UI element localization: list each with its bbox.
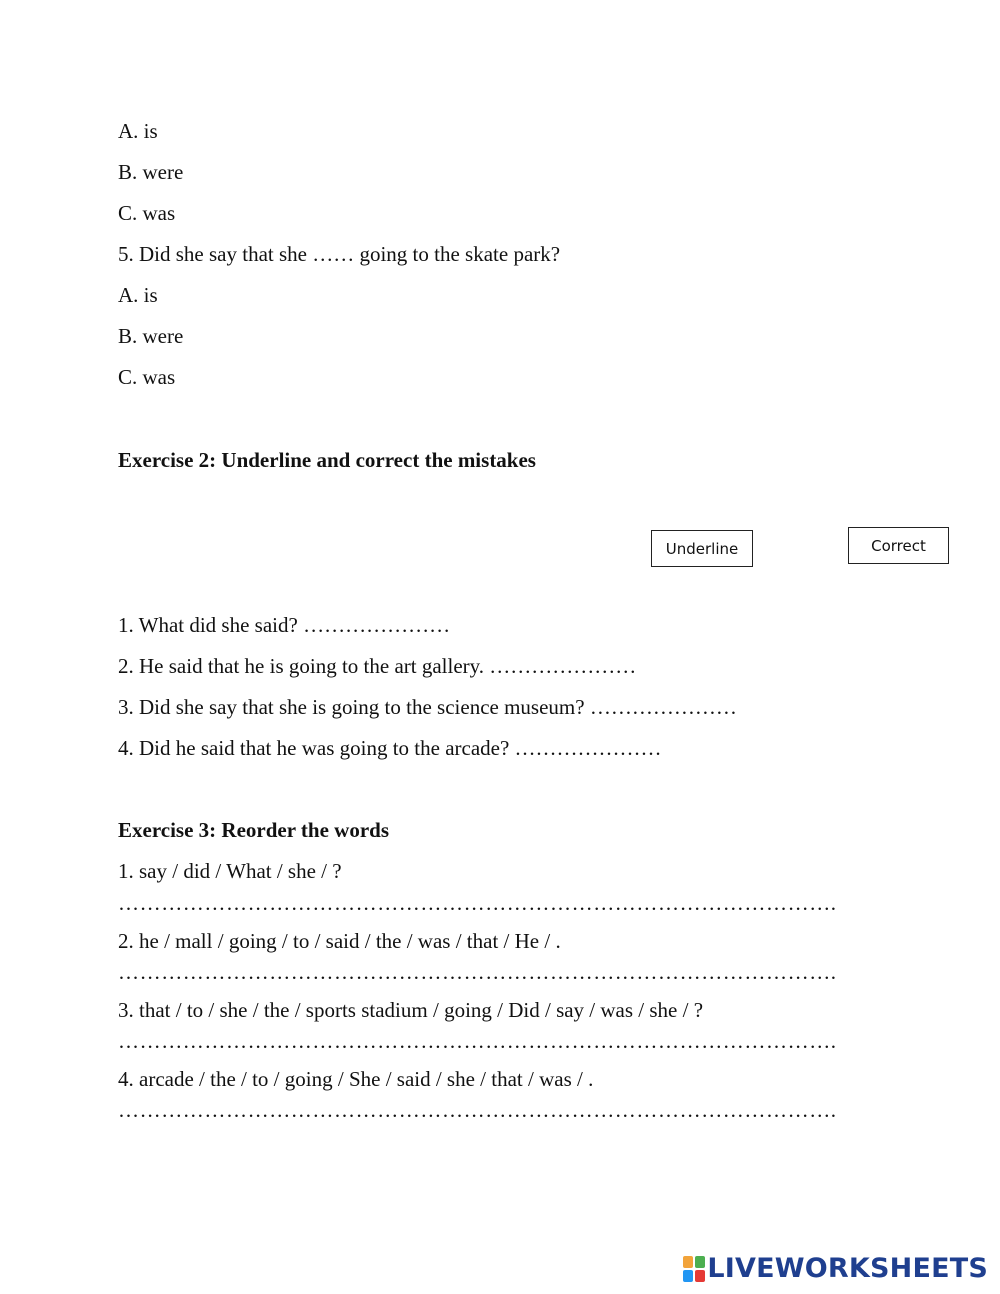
underline-button[interactable]: Underline: [651, 530, 753, 567]
q5-option-a[interactable]: A. is: [118, 283, 158, 307]
exercise3-prompt-3: 3. that / to / she / the / sports stadium / going / Did / say / was / she / ?: [118, 998, 704, 1022]
q5-option-b[interactable]: B. were: [118, 324, 184, 348]
logo-mark-icon: [683, 1256, 705, 1282]
correct-button[interactable]: Correct: [848, 527, 949, 564]
exercise2-item-2[interactable]: 2. He said that he is going to the art gallery. …………………: [118, 654, 637, 678]
q4-option-b[interactable]: B. were: [118, 160, 184, 184]
q5-option-c[interactable]: C. was: [118, 365, 176, 389]
logo-text: LIVEWORKSHEETS: [707, 1253, 988, 1284]
exercise2-item-4[interactable]: 4. Did he said that he was going to the arcade? …………………: [118, 736, 662, 760]
exercise3-answer-4[interactable]: ……………………………………………………………………………………….: [118, 1098, 837, 1122]
exercise2-item-3[interactable]: 3. Did she say that she is going to the science museum? …………………: [118, 695, 737, 719]
exercise3-title: Exercise 3: Reorder the words: [118, 818, 389, 842]
exercise3-prompt-4: 4. arcade / the / to / going / She / said / she / that / was / .: [118, 1067, 594, 1091]
q4-option-a[interactable]: A. is: [118, 119, 158, 143]
exercise3-answer-1[interactable]: ……………………………………………………………………………………….: [118, 891, 837, 915]
exercise3-prompt-1: 1. say / did / What / she / ?: [118, 859, 342, 883]
q5-question: 5. Did she say that she …… going to the skate park?: [118, 242, 561, 266]
liveworksheets-logo: [683, 1253, 988, 1284]
q4-option-c[interactable]: C. was: [118, 201, 176, 225]
exercise2-item-1[interactable]: 1. What did she said? …………………: [118, 613, 451, 637]
exercise2-title: Exercise 2: Underline and correct the mistakes: [118, 448, 536, 472]
exercise3-answer-3[interactable]: ……………………………………………………………………………………….: [118, 1029, 837, 1053]
exercise3-answer-2[interactable]: ……………………………………………………………………………………….: [118, 960, 837, 984]
exercise3-prompt-2: 2. he / mall / going / to / said / the / was / that / He / .: [118, 929, 561, 953]
